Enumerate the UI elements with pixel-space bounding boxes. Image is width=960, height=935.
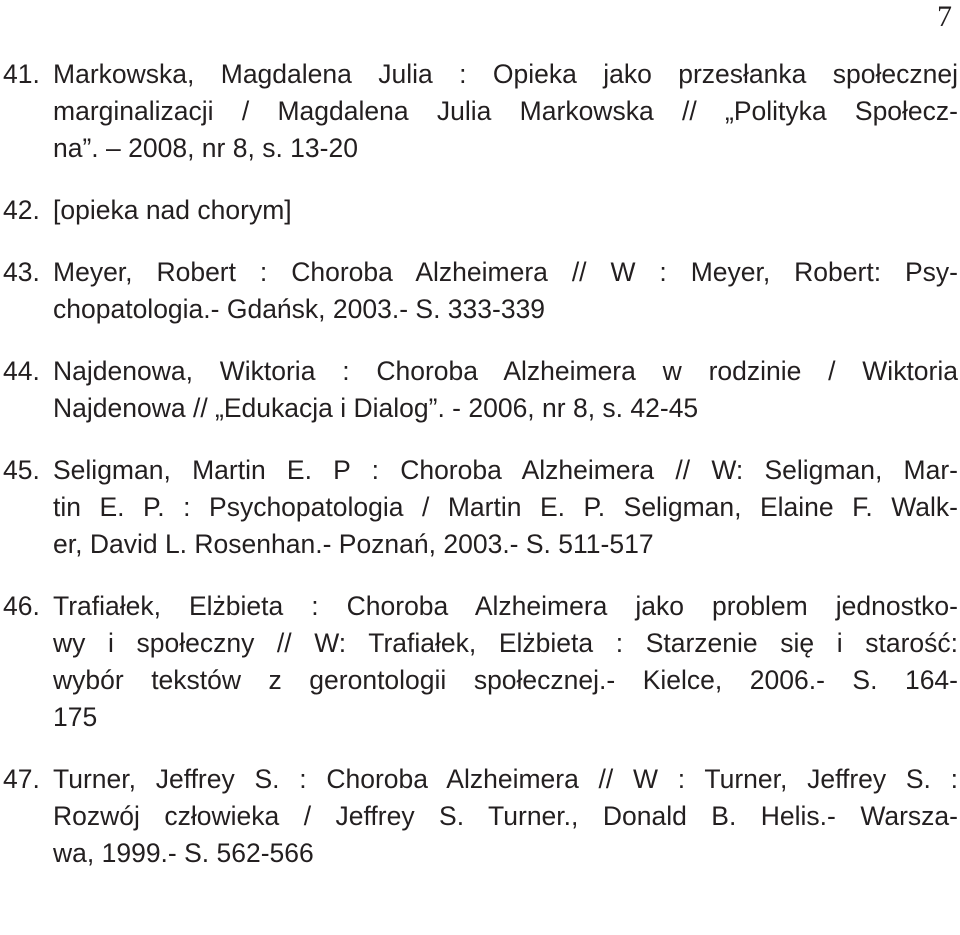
entry-text [53, 254, 958, 328]
entry-text [53, 452, 958, 563]
entry-line: wybór tekstów z gerontologii społecznej.- Kielce, 2006.- S. 164- [53, 665, 958, 695]
entry-number: 45. [3, 455, 40, 485]
entry-number: 43. [3, 257, 40, 287]
bibliography-entry [0, 588, 958, 736]
entry-line: chopatologia.- Gdańsk, 2003.- S. 333-339 [53, 294, 546, 324]
entry-number: 41. [3, 59, 40, 89]
entry-line: Seligman, Martin E. P : Choroba Alzheimera // W: Seligman, Mar- [53, 455, 958, 485]
entry-line: Najdenowa // „Edukacja i Dialog”. - 2006, nr 8, s. 42-45 [53, 393, 699, 423]
bibliography-entry [0, 761, 958, 872]
entry-text [53, 56, 958, 167]
entry-line: marginalizacji / Magdalena Julia Markowska // „Polityka Społecz- [53, 96, 958, 126]
entry-text [53, 353, 958, 427]
bibliography-entry [0, 353, 958, 427]
bibliography-entry [0, 254, 958, 328]
page-number: 7 [937, 0, 952, 33]
entry-line: Rozwój człowieka / Jeffrey S. Turner., Donald B. Helis.- Warsza- [53, 801, 958, 831]
entry-line: Meyer, Robert : Choroba Alzheimera // W : Meyer, Robert: Psy- [53, 257, 958, 287]
entry-line: na”. – 2008, nr 8, s. 13-20 [53, 133, 358, 163]
entry-line: Najdenowa, Wiktoria : Choroba Alzheimera w rodzinie / Wiktoria [53, 356, 958, 386]
entry-line: wy i społeczny // W: Trafiałek, Elżbieta : Starzenie się i starość: [53, 628, 958, 658]
entry-number: 46. [3, 591, 40, 621]
entry-line: wa, 1999.- S. 562-566 [53, 838, 314, 868]
entry-line: er, David L. Rosenhan.- Poznań, 2003.- S. 511-517 [53, 529, 654, 559]
entry-number: 47. [3, 764, 40, 794]
entry-line: Markowska, Magdalena Julia : Opieka jako przesłanka społecznej [53, 59, 958, 89]
entry-line: [opieka nad chorym] [53, 195, 292, 225]
entry-line: 175 [53, 702, 98, 732]
bibliography-list [0, 56, 958, 897]
entry-text [53, 761, 958, 872]
entry-text [53, 588, 958, 736]
entry-number: 44. [3, 356, 40, 386]
entry-text [53, 192, 958, 229]
entry-line: Trafiałek, Elżbieta : Choroba Alzheimera jako problem jednostko- [53, 591, 958, 621]
bibliography-entry [0, 192, 958, 229]
entry-line: tin E. P. : Psychopatologia / Martin E. P. Seligman, Elaine F. Walk- [53, 492, 958, 522]
entry-number: 42. [3, 195, 40, 225]
bibliography-entry [0, 56, 958, 167]
entry-line: Turner, Jeffrey S. : Choroba Alzheimera // W : Turner, Jeffrey S. : [53, 764, 958, 794]
bibliography-entry [0, 452, 958, 563]
